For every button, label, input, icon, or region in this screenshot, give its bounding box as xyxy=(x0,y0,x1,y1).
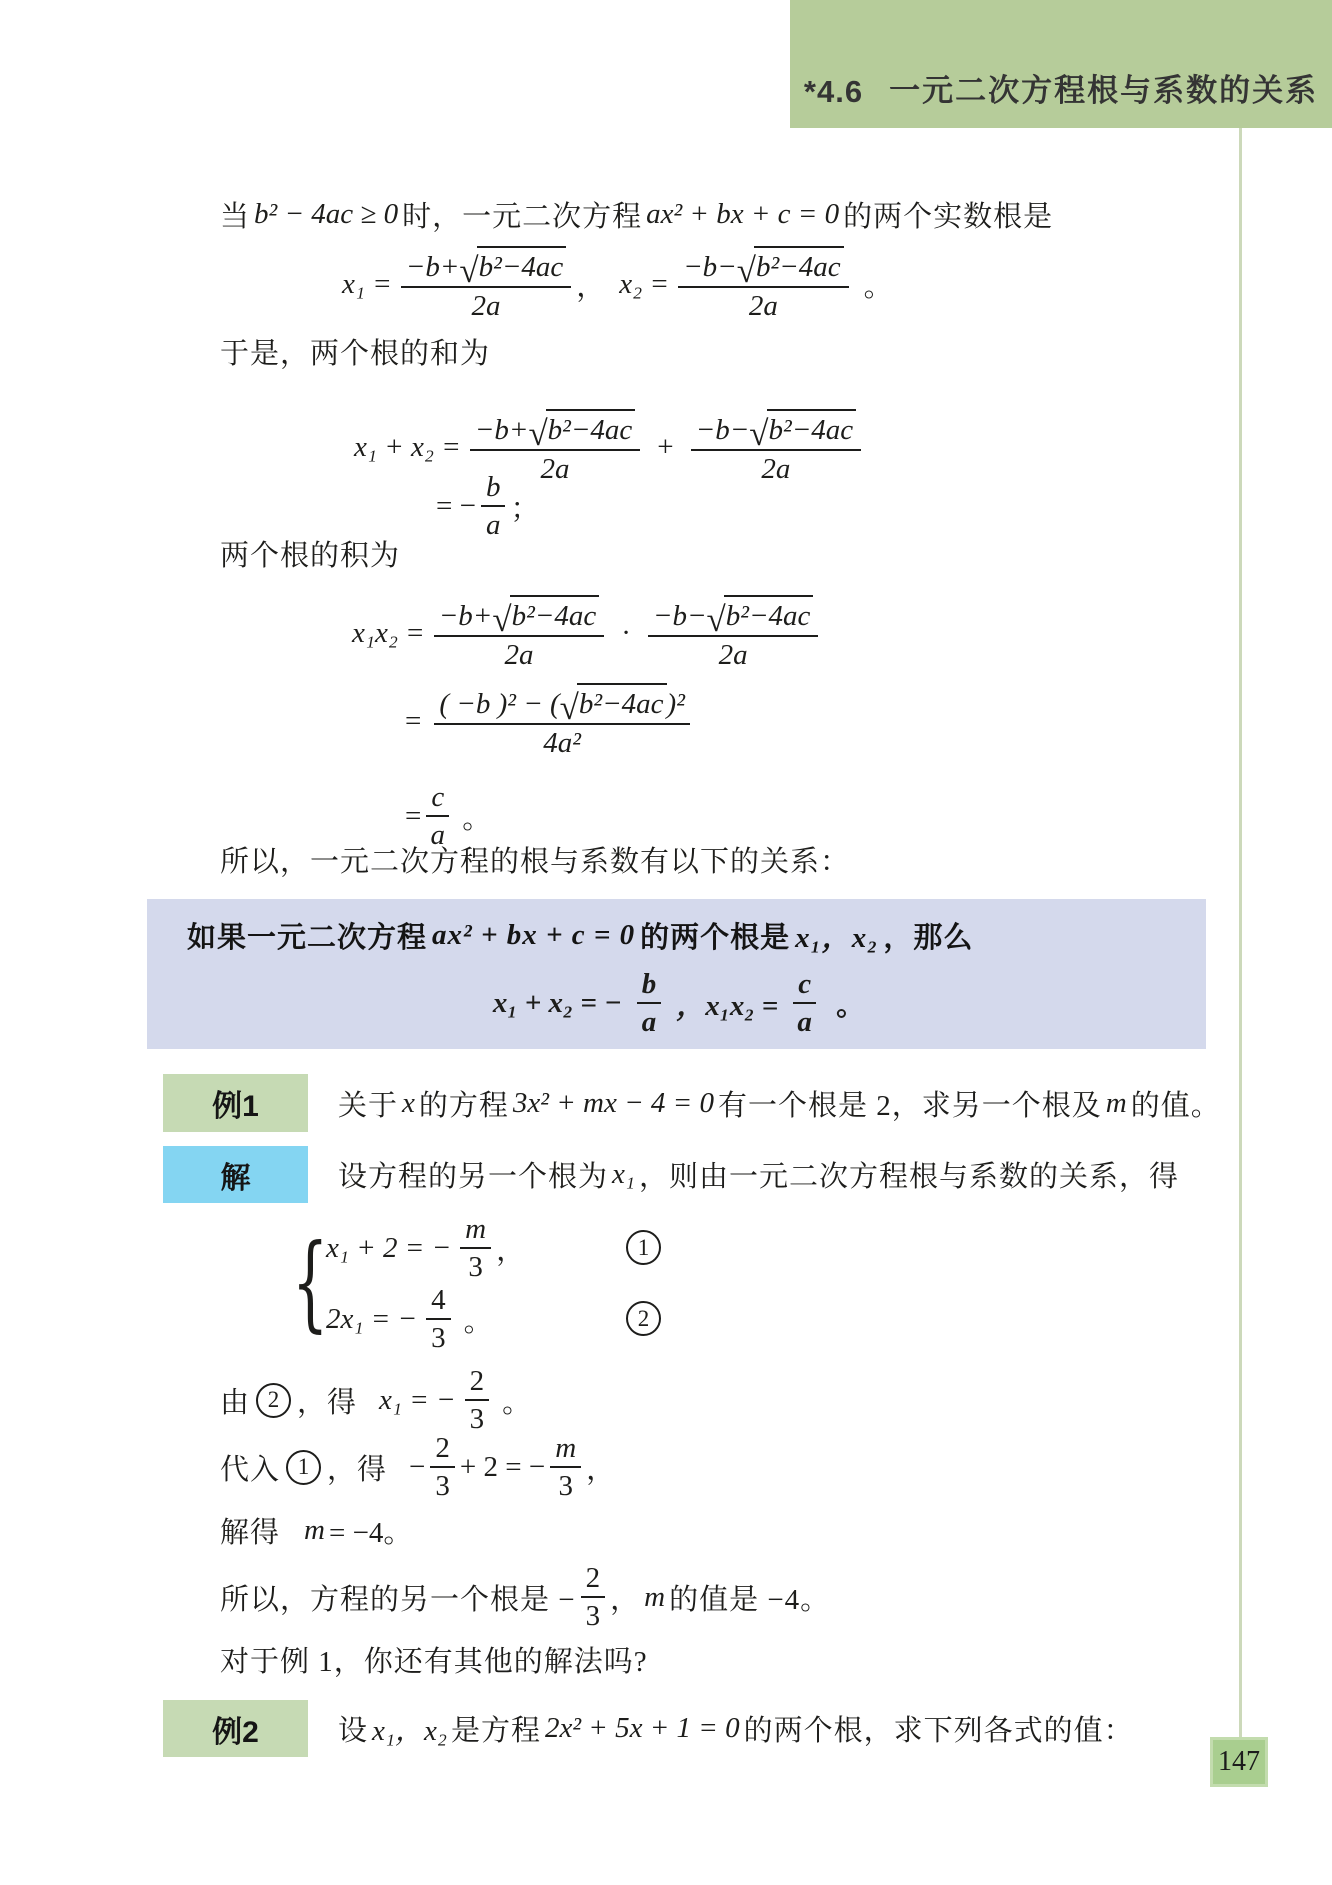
fraction-numerator: 2 xyxy=(581,1562,606,1598)
math: ，x₁x₂ = xyxy=(676,989,779,1022)
fraction-denominator: a xyxy=(641,1006,657,1038)
fraction xyxy=(465,1365,490,1436)
math-inline: ax² + bx + c = 0 xyxy=(646,197,840,230)
math-lhs: 2x₁ = − xyxy=(326,1302,418,1335)
example2-label xyxy=(163,1700,308,1757)
fraction-numerator xyxy=(691,409,862,454)
text: 所以，一元二次方程的根与系数有以下的关系： xyxy=(220,845,851,878)
minus: − xyxy=(409,1450,426,1483)
radicand: b²−4ac xyxy=(767,409,857,446)
math: = −4。 xyxy=(328,1516,413,1549)
fraction-denominator: 2a xyxy=(471,289,501,322)
fraction-denominator: 3 xyxy=(431,1322,446,1354)
math-inline: x₁，x₂ xyxy=(795,922,879,954)
text: ，则由一元二次方程根与系数的关系，得 xyxy=(638,1161,1179,1193)
fraction-numerator: 4 xyxy=(426,1284,451,1320)
radical-icon: √ xyxy=(528,414,548,454)
math-lhs: x₁ + x₂ = xyxy=(354,430,461,463)
fraction-numerator xyxy=(401,246,572,291)
intro-paragraph-1 xyxy=(220,196,1053,232)
math-lhs: x₂ = xyxy=(619,267,670,300)
solution-step-3 xyxy=(220,1512,412,1548)
label-text: 解 xyxy=(220,1161,251,1195)
math: −b+ xyxy=(405,251,460,284)
text: 的值是 −4。 xyxy=(669,1583,831,1616)
fraction-denominator: a xyxy=(485,509,501,541)
fraction xyxy=(430,1432,455,1503)
math: + 2 = − xyxy=(459,1450,546,1483)
circled-number-2: 2 xyxy=(256,1383,291,1418)
text: 时，一元二次方程 xyxy=(402,200,643,233)
radicand: b²−4ac xyxy=(510,595,600,632)
circled-number-1: 1 xyxy=(286,1450,321,1485)
fraction-numerator xyxy=(648,595,819,640)
fraction xyxy=(434,595,605,671)
fraction-denominator: a xyxy=(430,819,446,851)
dot-operator: · xyxy=(621,616,631,649)
fraction-numerator: c xyxy=(426,781,449,817)
math-inline: m xyxy=(304,1513,325,1546)
label-text: 例1 xyxy=(212,1090,259,1123)
separator: ， xyxy=(576,270,606,303)
text: 的值。 xyxy=(1130,1089,1221,1122)
text: 于是，两个根的和为 xyxy=(220,337,491,370)
math-inline: b² − 4ac ≥ 0 xyxy=(254,197,399,230)
text: 有一个根是 2，求另一个根及 xyxy=(718,1089,1102,1122)
text: 代入 xyxy=(220,1453,281,1486)
radical-icon: √ xyxy=(559,688,579,728)
fraction xyxy=(481,471,506,542)
equals: = − xyxy=(436,489,476,522)
text: 当 xyxy=(220,200,251,233)
fraction-numerator xyxy=(434,595,605,640)
fraction-denominator: 2a xyxy=(504,638,534,671)
radicand: b²−4ac xyxy=(724,595,814,632)
theorem-highlight-box xyxy=(147,899,1206,1049)
math-inline: ax² + bx + c = 0 xyxy=(432,919,636,951)
divider-rule xyxy=(1239,128,1242,1737)
solution-conclusion xyxy=(220,1561,831,1632)
fraction-denominator: 3 xyxy=(558,1470,573,1502)
fraction-numerator: b xyxy=(481,471,506,507)
semicolon: ； xyxy=(510,492,540,525)
theorem-formula xyxy=(147,965,1206,1041)
math: −b− xyxy=(683,251,737,284)
intro-paragraph-2 xyxy=(220,333,490,369)
fraction-numerator: m xyxy=(460,1213,491,1249)
math: −b− xyxy=(695,414,750,447)
text: 对于例 1，你还有其他的解法吗? xyxy=(220,1645,648,1678)
period: 。 xyxy=(836,989,866,1022)
math-lhs: x₁x₂ = xyxy=(352,616,425,649)
example1-label xyxy=(163,1074,308,1132)
system-equation-1 xyxy=(322,1212,526,1283)
theorem-statement xyxy=(187,915,973,956)
sum-formula xyxy=(350,409,866,485)
math-inline: x₁，x₂ xyxy=(372,1715,447,1747)
fraction xyxy=(550,1432,581,1503)
fraction-denominator: 4a² xyxy=(543,726,581,759)
math-inline: x₁ xyxy=(612,1158,635,1190)
radicand: b²−4ac xyxy=(754,246,844,283)
math: x₁ + x₂ = − xyxy=(492,986,622,1019)
fraction xyxy=(691,409,862,485)
math-lhs: x₁ + 2 = − xyxy=(326,1231,452,1264)
text: 如果一元二次方程 xyxy=(187,922,428,954)
period: 。 xyxy=(863,270,893,303)
text: 是方程 xyxy=(450,1715,541,1747)
fraction-numerator xyxy=(434,683,690,728)
math-inline: m xyxy=(644,1580,666,1613)
followup-question xyxy=(220,1641,648,1677)
fraction-denominator: 3 xyxy=(469,1403,485,1435)
text: ，那么 xyxy=(883,922,974,954)
plus-operator: + xyxy=(657,430,674,463)
fraction xyxy=(788,968,821,1039)
text: 两个根的积为 xyxy=(220,539,401,572)
text: 关于 xyxy=(338,1089,399,1122)
fraction-denominator: 2a xyxy=(540,452,570,485)
system-equation-2 xyxy=(322,1283,493,1354)
intro-paragraph-4 xyxy=(220,841,850,877)
fraction xyxy=(648,595,819,671)
fraction-denominator: a xyxy=(797,1006,812,1038)
math: ( −b )² − ( xyxy=(439,688,560,721)
product-step xyxy=(405,681,695,761)
text: ，得 xyxy=(297,1386,358,1419)
radicand: b²−4ac xyxy=(577,683,667,720)
period: 。 xyxy=(502,1386,532,1419)
fraction-numerator xyxy=(470,409,641,454)
equals: = xyxy=(405,704,422,737)
radical-icon: √ xyxy=(706,600,726,640)
solution-step-2 xyxy=(220,1431,616,1502)
text: 的方程 xyxy=(418,1089,509,1122)
text: 的两个根是 xyxy=(640,922,791,954)
fraction xyxy=(678,246,849,322)
intro-paragraph-3 xyxy=(220,535,400,571)
fraction-denominator: 2a xyxy=(748,289,778,322)
section-title: 一元二次方程根与系数的关系 xyxy=(889,73,1319,108)
text: 由 xyxy=(220,1386,251,1419)
math: −b+ xyxy=(474,414,529,447)
radical-icon: √ xyxy=(736,251,756,291)
fraction xyxy=(460,1213,491,1284)
text: 设 xyxy=(338,1715,369,1747)
roots-formula xyxy=(338,246,893,322)
label-text: 例2 xyxy=(212,1715,259,1749)
fraction-numerator: c xyxy=(793,968,816,1004)
section-header-bar xyxy=(790,0,1332,128)
math: )² xyxy=(666,688,685,721)
math-inline: x xyxy=(402,1086,415,1119)
math: −b− xyxy=(652,600,707,633)
radicand: b²−4ac xyxy=(546,409,636,446)
fraction xyxy=(581,1562,606,1633)
example2-problem xyxy=(338,1700,1134,1757)
math-inline: 2x² + 5x + 1 = 0 xyxy=(544,1712,740,1744)
math-inline: 3x² + mx − 4 = 0 xyxy=(512,1086,714,1119)
fraction-denominator: 2a xyxy=(761,452,791,485)
fraction-denominator: 3 xyxy=(585,1600,601,1632)
system-brace: { xyxy=(292,1221,329,1343)
fraction xyxy=(426,1284,451,1355)
sum-result xyxy=(436,470,540,541)
equation-tag-2: 2 xyxy=(626,1301,661,1336)
fraction-numerator: 2 xyxy=(465,1365,490,1401)
comma: ， xyxy=(496,1234,526,1267)
math: −b+ xyxy=(438,600,493,633)
fraction-numerator xyxy=(678,246,849,291)
fraction-denominator: 2a xyxy=(718,638,748,671)
example1-problem xyxy=(338,1074,1221,1132)
math-inline: m xyxy=(1105,1086,1127,1119)
fraction-denominator: 3 xyxy=(468,1251,483,1283)
equation-tag-1: 1 xyxy=(626,1230,661,1265)
solution-label xyxy=(163,1146,308,1203)
fraction-denominator: 3 xyxy=(435,1470,450,1502)
fraction-numerator: 2 xyxy=(430,1432,455,1468)
radical-icon: √ xyxy=(459,251,479,291)
product-formula xyxy=(348,595,823,671)
text: 所以，方程的另一个根是 − xyxy=(220,1583,576,1616)
period: 。 xyxy=(462,802,492,835)
fraction-numerator: m xyxy=(550,1432,581,1468)
text: 的两个实数根是 xyxy=(843,200,1054,233)
fraction-numerator: b xyxy=(637,968,662,1004)
text: 解得 xyxy=(220,1516,281,1549)
fraction xyxy=(401,246,572,322)
radicand: b²−4ac xyxy=(477,246,567,283)
comma: ， xyxy=(586,1453,616,1486)
solution-step-1 xyxy=(220,1364,532,1435)
text: ，得 xyxy=(327,1453,388,1486)
page-number-badge xyxy=(1210,1737,1268,1787)
equals: = xyxy=(405,799,422,832)
text: 设方程的另一个根为 xyxy=(338,1161,609,1193)
solution-intro xyxy=(338,1146,1179,1203)
page-number: 147 xyxy=(1218,1746,1260,1777)
radical-icon: √ xyxy=(492,600,512,640)
fraction xyxy=(632,968,667,1039)
period: 。 xyxy=(463,1305,493,1338)
math-lhs: x₁ = xyxy=(342,267,392,300)
radical-icon: √ xyxy=(749,414,769,454)
math: x₁ = − xyxy=(379,1383,456,1416)
comma: ， xyxy=(610,1583,641,1616)
section-number: *4.6 xyxy=(803,74,864,109)
fraction xyxy=(434,683,690,759)
text: 的两个根，求下列各式的值： xyxy=(743,1715,1134,1747)
